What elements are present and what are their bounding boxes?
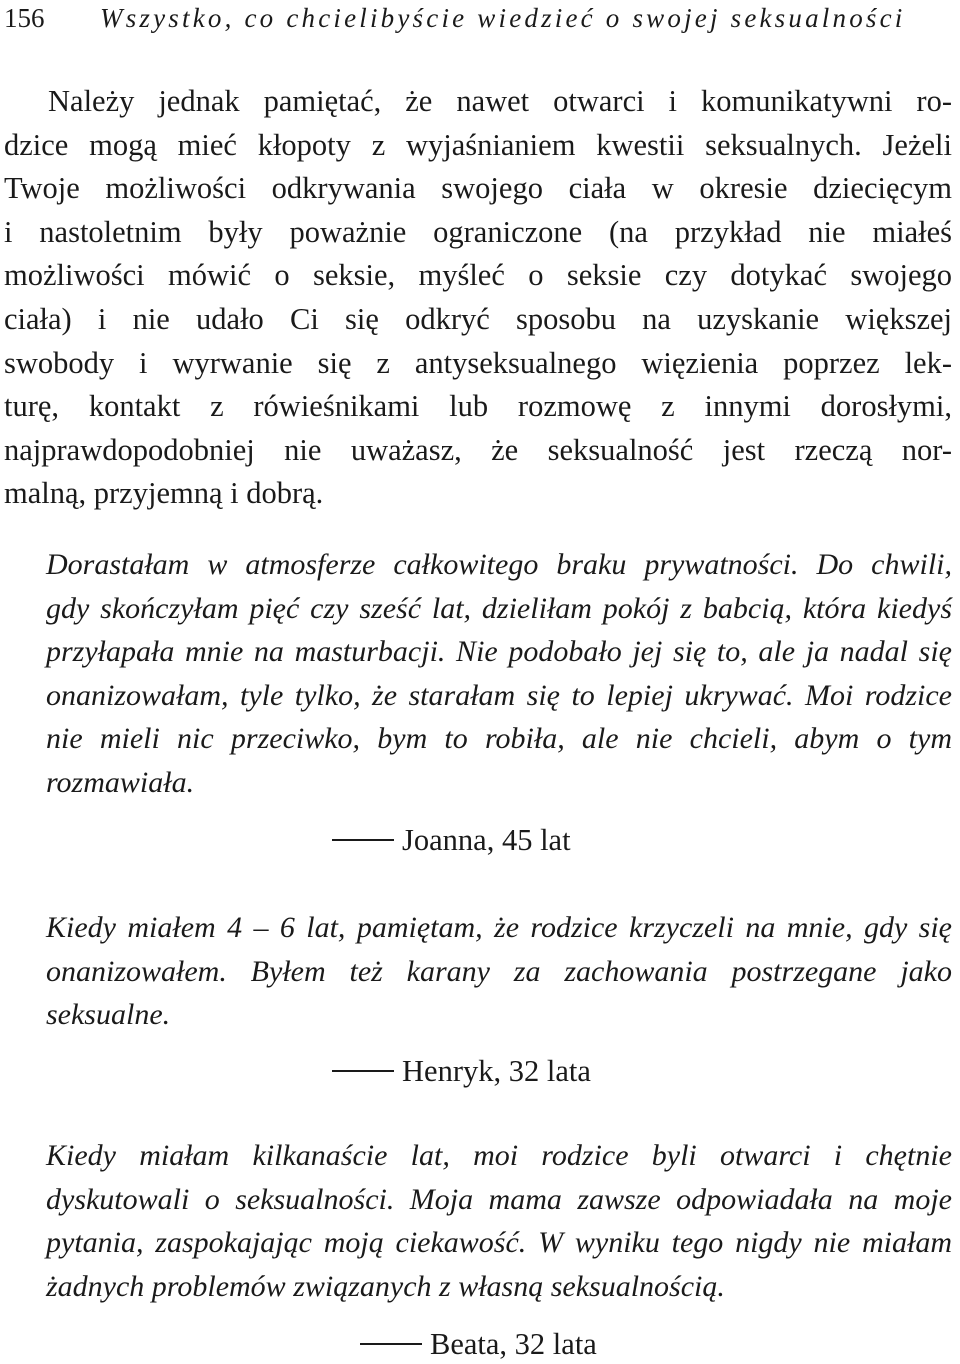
page-header [4,0,954,36]
paragraph-line: swobody i wyrwanie się z antyseksualnego więzienia poprzez lek- [4,345,952,380]
page-number: 156 [4,3,45,33]
testimonial-quote [46,906,952,1037]
body-paragraph [4,80,952,516]
paragraph-line: ciała) i nie udało Ci się odkryć sposobu na uzyskanie większej [4,301,952,336]
quote-line: dyskutowali o seksualności. Moja mama zawsze odpowiadała na moje [46,1182,952,1216]
paragraph-line: najprawdopodobniej nie uważasz, że seksualność jest rzeczą nor- [4,432,952,467]
testimonial-quote [46,543,952,804]
attribution-author: Beata, 32 lata [430,1327,597,1361]
quote-line: Kiedy miałam kilkanaście lat, moi rodzice byli otwarci i chętnie [46,1139,952,1172]
quote-line: gdy skończyłam pięć czy sześć lat, dzieliłam pokój z babcią, która kiedyś [46,591,952,625]
testimonial-attribution [332,1051,591,1091]
testimonial-attribution [332,820,571,860]
quote-line: Kiedy miałem 4 – 6 lat, pamiętam, że rodzice krzyczeli na mnie, gdy się [46,911,952,944]
quote-line: Dorastałam w atmosferze całkowitego braku prywatności. Do chwili, [46,548,952,581]
paragraph-line: możliwości mówić o seksie, myśleć o seksie czy dotykać swojego [4,258,952,293]
paragraph-line: Należy jednak pamiętać, że nawet otwarci i komunikatywni ro- [48,84,952,118]
quote-line: onanizowałam, tyle tylko, że starałam się to lepiej ukrywać. Moi rodzice [46,678,952,712]
quote-line: rozmawiała. [46,765,195,799]
em-dash [332,839,394,841]
quote-line: przyłapała mnie na masturbacji. Nie podobało jej się to, ale ja nadal się [46,635,952,668]
paragraph-line: turę, kontakt z rówieśnikami lub rozmowę z innymi dorosłymi, [4,389,952,424]
quote-line: seksualne. [46,998,171,1031]
quote-line: onanizowałem. Byłem też karany za zachowania postrzegane jako [46,954,952,988]
testimonial-attribution [360,1324,597,1364]
paragraph-line: malną, przyjemną i dobrą. [4,476,324,511]
quote-line: nie mieli nic przeciwko, bym to robiła, ale nie chcieli, abym o tym [46,722,952,755]
quote-line: żadnych problemów związanych z własną seksualnością. [46,1269,725,1303]
paragraph-line: i nastoletnim były poważnie ograniczone (na przykład nie miałeś [4,214,952,249]
attribution-author: Joanna, 45 lat [402,823,571,857]
em-dash [360,1343,422,1345]
paragraph-line: Twoje możliwości odkrywania swojego ciała w okresie dziecięcym [4,171,952,206]
running-title: Wszystko, co chcielibyście wiedzieć o swojej seksualności [100,3,906,33]
testimonial-quote [46,1134,952,1308]
quote-line: pytania, zaspokajając moją ciekawość. W wyniku tego nigdy nie miałam [46,1226,952,1259]
paragraph-line: dzice mogą mieć kłopoty z wyjaśnianiem kwestii seksualnych. Jeżeli [4,127,952,162]
attribution-author: Henryk, 32 lata [402,1054,591,1088]
em-dash [332,1070,394,1072]
